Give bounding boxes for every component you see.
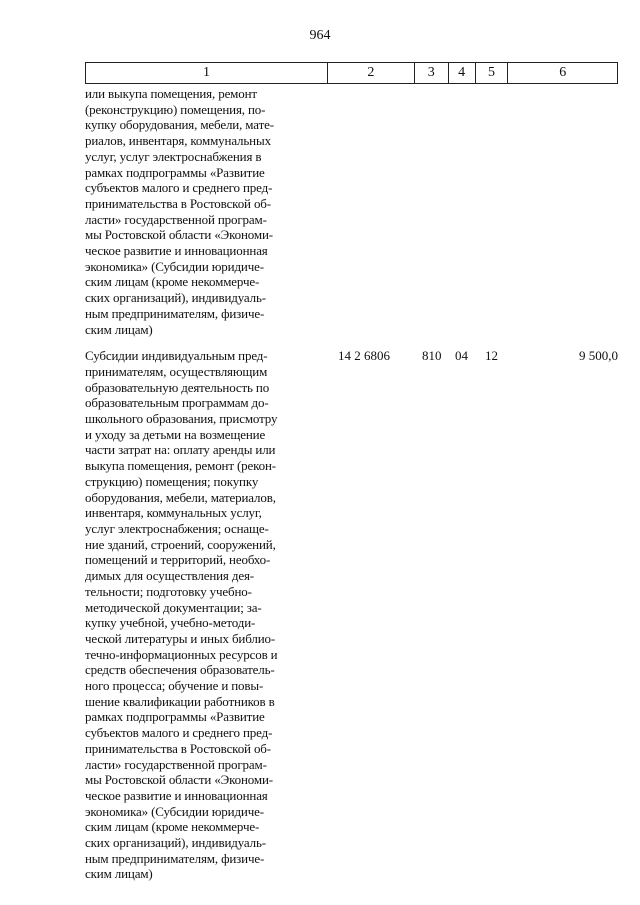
column-header-4: 4 xyxy=(449,63,476,83)
row-section: 04 xyxy=(455,348,468,364)
column-header-2: 2 xyxy=(328,63,415,83)
table-header xyxy=(85,62,618,84)
table-row xyxy=(85,86,618,337)
row-description: или выкупа помещения, ремонт (реконструкцию) помещения, по- купку оборудования, мебели, мате- риалов, инвентаря, коммунальных услуг, услуг электроснабжения в рамках подпрограммы «Развитие субъектов малого и среднего пред- принимательства в Ростовской об- ласти» государственной програм- мы Ростовской области «Экономи- ческое развитие и инновационная экономика» (Субсидии юридиче- ским лицам (кроме некоммерче- ских организаций), индивидуаль- ным предпринимателям, физиче- ским лицам) xyxy=(85,86,274,337)
column-header-5: 5 xyxy=(476,63,509,83)
row-code: 14 2 6806 xyxy=(338,348,390,364)
row-expense-type: 810 xyxy=(422,348,442,364)
row-subsection: 12 xyxy=(485,348,498,364)
column-header-3: 3 xyxy=(415,63,449,83)
page-number: 964 xyxy=(309,28,331,43)
table-body xyxy=(85,86,618,882)
row-amount: 9 500,0 xyxy=(579,348,618,364)
table-row xyxy=(85,348,618,882)
row-description: Субсидии индивидуальным пред- принимателям, осуществляющим образовательную деятельность по образовательным программам до- школьного образования, присмотру и уходу за детьми на возмещение части затрат на: оплату аренды или выкупа помещения, ремонт (рекон- струкцию) помещения; покупку оборудования, мебели, материалов, инвентаря, коммунальных услуг, услуг электроснабжения; оснаще- ние зданий, строений, сооружений, помещений и территорий, необхо- димых для осуществления дея- тельности; подготовку учебно- методической документации; за- купку учебной, учебно-методи- ческой литературы и иных библио- течно-информационных ресурсов и средств обеспечения образователь- ного процесса; обучение и повы- шение квалификации работников в рамках подпрограммы «Развитие субъектов малого и среднего пред- принимательства в Ростовской об- ласти» государственной програм- мы Ростовской области «Экономи- ческое развитие и инновационная экономика» (Субсидии юридиче- ским лицам (кроме некоммерче- ских организаций), индивидуаль- ным предпринимателям, физиче- ским лицам) xyxy=(85,348,278,882)
column-header-1: 1 xyxy=(86,63,328,83)
column-header-6: 6 xyxy=(559,65,567,80)
